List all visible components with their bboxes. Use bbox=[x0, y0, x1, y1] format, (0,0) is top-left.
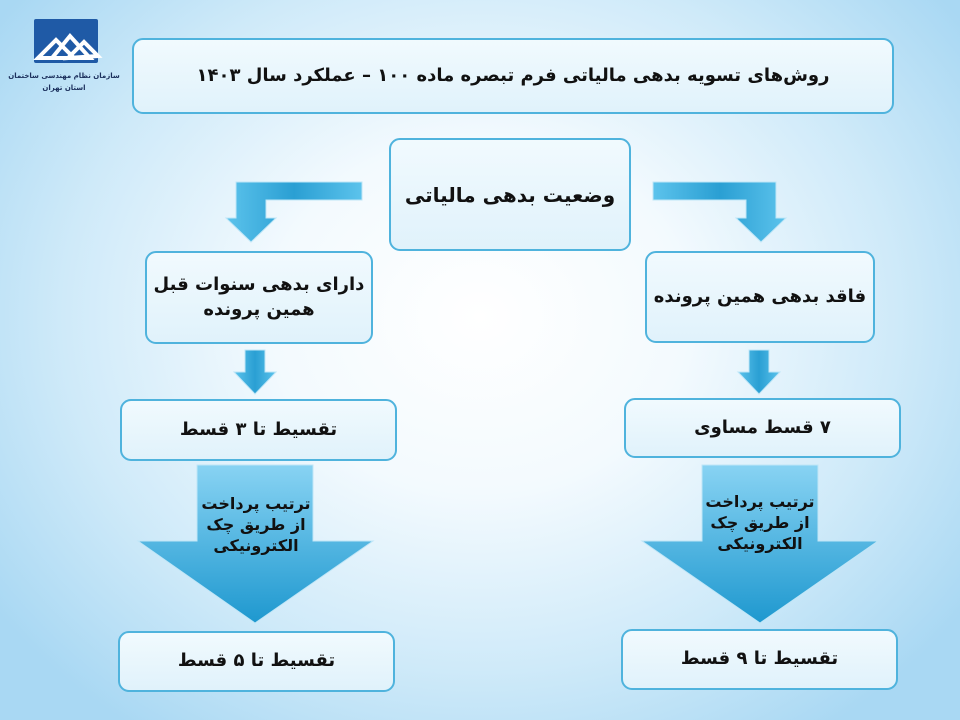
down-arrow-right bbox=[738, 350, 780, 394]
right-installments-node: ۷ قسط مساوی bbox=[624, 398, 901, 458]
right-payment-note: ترتیب پرداخت از طریق چک الکترونیکی bbox=[705, 492, 815, 553]
right-condition-node: فاقد بدهی همین پرونده bbox=[645, 251, 875, 343]
root-node-tax-status: وضعیت بدهی مالیاتی bbox=[389, 138, 631, 251]
left-installments-node: تقسیط تا ۳ قسط bbox=[120, 399, 397, 461]
page-title: روش‌های تسویه بدهی مالیاتی فرم تبصره ماده ۱۰۰ – عملکرد سال ۱۴۰۳ bbox=[132, 38, 894, 114]
bent-arrow-right bbox=[653, 182, 786, 242]
left-payment-note: ترتیب پرداخت از طریق چک الکترونیکی bbox=[201, 494, 311, 555]
left-extended-installments-node: تقسیط تا ۵ قسط bbox=[118, 631, 395, 692]
right-extended-installments-node: تقسیط تا ۹ قسط bbox=[621, 629, 898, 690]
org-name-line2: استان تهران bbox=[42, 84, 86, 92]
left-condition-node: دارای بدهی سنوات قبل همین پرونده bbox=[145, 251, 373, 344]
bent-arrow-left bbox=[226, 182, 362, 242]
org-name-line1: سازمان نظام مهندسی ساختمان bbox=[8, 72, 120, 80]
down-arrow-left bbox=[234, 350, 276, 394]
